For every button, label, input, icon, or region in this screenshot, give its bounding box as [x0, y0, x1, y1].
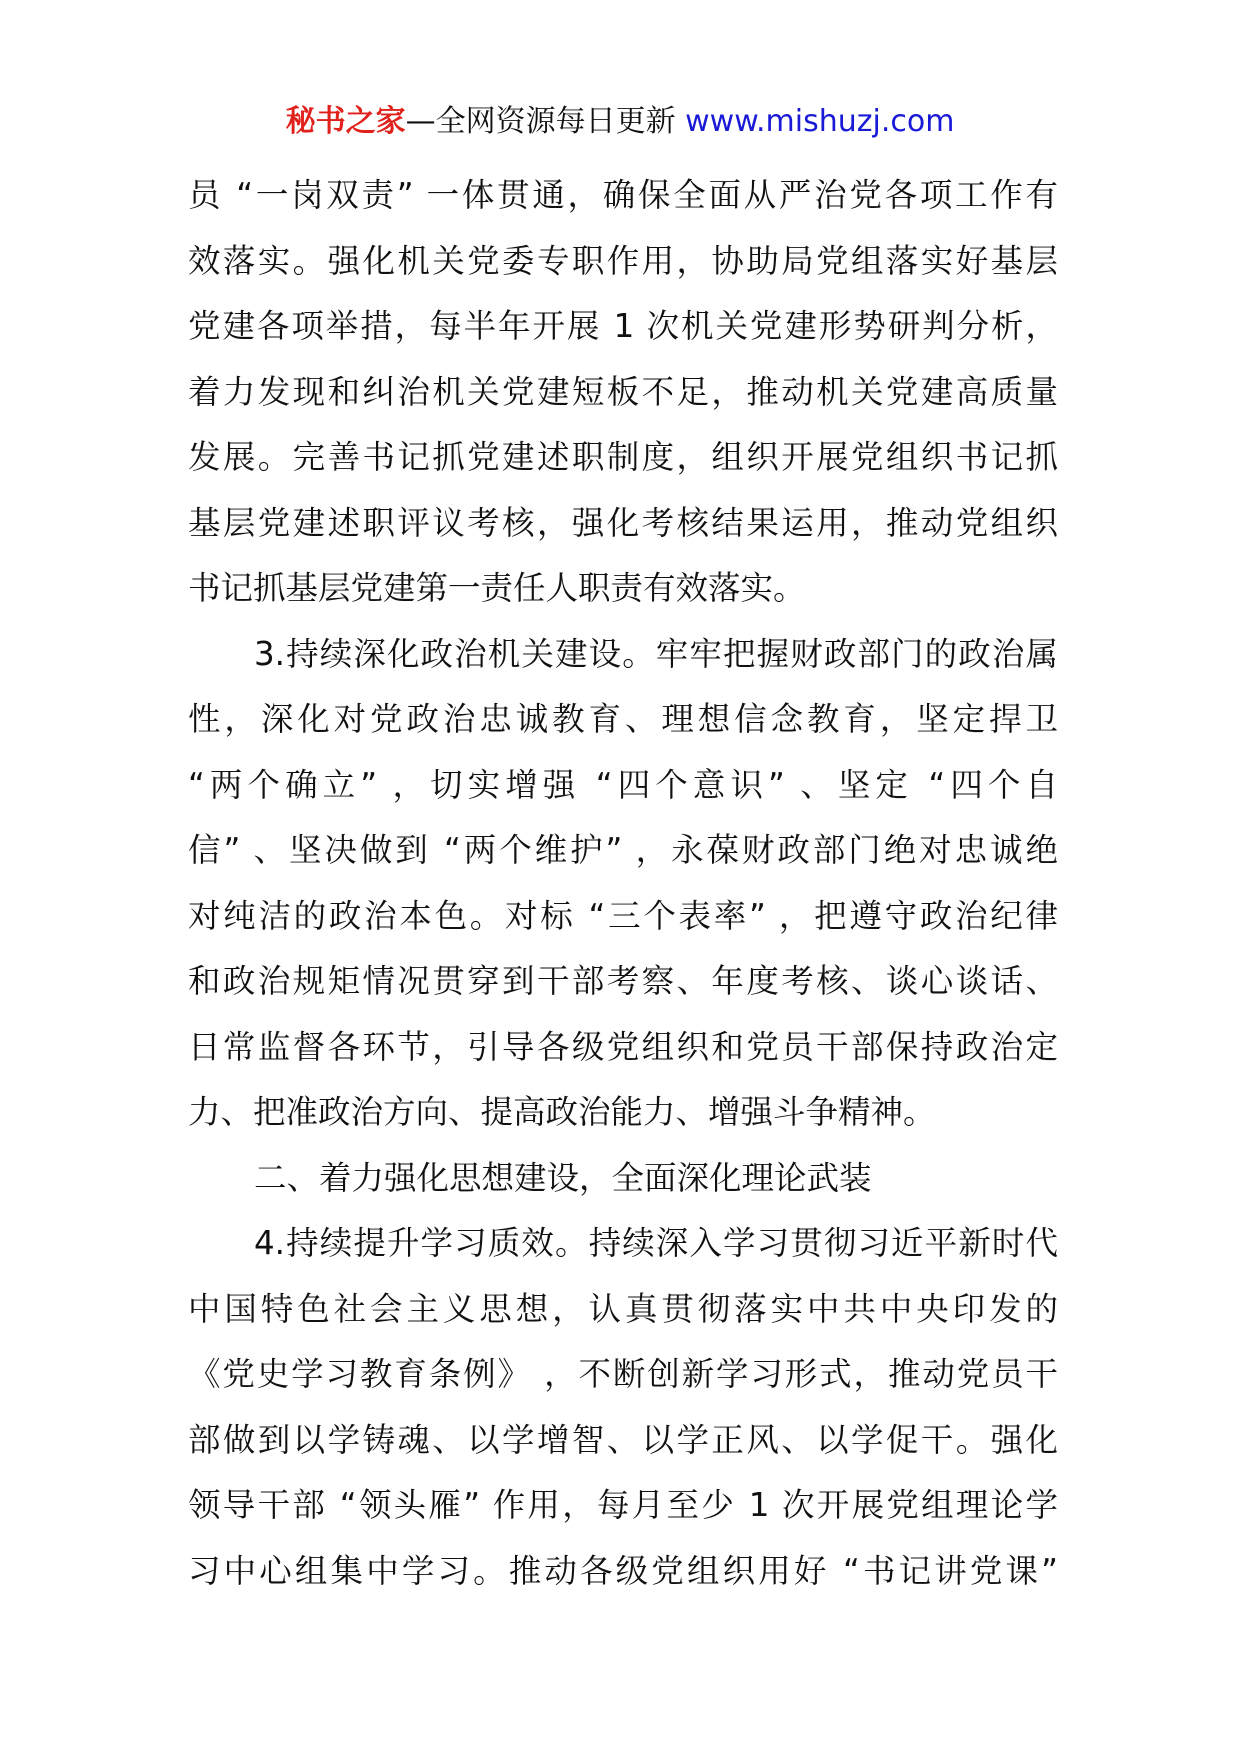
text-line: 员 “一岗双责” 一体贯通，确保全面从严治党各项工作有 [188, 176, 1058, 214]
text-line: 信” 、坚决做到 “两个维护” ，永葆财政部门绝对忠诚绝 [188, 831, 1058, 869]
text-line: 性，深化对党政治忠诚教育、理想信念教育，坚定捍卫 [188, 700, 1058, 738]
text-line: 书记抓基层党建第一责任人职责有效落实。 [188, 569, 806, 607]
text-line: 和政治规矩情况贯穿到干部考察、年度考核、谈心谈话、 [188, 962, 1058, 1000]
text-line: 着力发现和纠治机关党建短板不足，推动机关党建高质量 [188, 372, 1058, 411]
text-line: 中国特色社会主义思想，认真贯彻落实中共中央印发的 [188, 1289, 1058, 1328]
text-line: “两个确立” ，切实增强 “四个意识” 、坚定 “四个自 [188, 765, 1058, 804]
document-body [188, 163, 1058, 1604]
paragraph-start-line: 3.持续深化政治机关建设。牢牢把握财政部门的政治属 [254, 634, 1058, 673]
text-line: 发展。完善书记抓党建述职制度，组织开展党组织书记抓 [188, 438, 1058, 476]
section-heading: 二、着力强化思想建设，全面深化理论武装 [254, 1158, 872, 1197]
brand-name: 秘书之家 [285, 104, 406, 139]
website-link[interactable]: www.mishuzj.com [685, 104, 955, 139]
text-line: 部做到以学铸魂、以学增智、以学正风、以学促干。强化 [188, 1420, 1058, 1459]
text-line: 《党史学习教育条例》 ，不断创新学习形式，推动党员干 [188, 1355, 1058, 1393]
text-line: 力、把准政治方向、提高政治能力、增强斗争精神。 [188, 1093, 936, 1131]
text-line: 党建各项举措，每半年开展 1 次机关党建形势研判分析， [188, 307, 1058, 345]
text-line: 效落实。强化机关党委专职作用，协助局党组落实好基层 [188, 241, 1058, 280]
text-line: 日常监督各环节，引导各级党组织和党员干部保持政治定 [188, 1027, 1058, 1066]
text-line: 基层党建述职评议考核，强化考核结果运用，推动党组织 [188, 503, 1058, 542]
header-slogan: —全网资源每日更新 [405, 104, 686, 139]
text-line: 领导干部 “领头雁” 作用，每月至少 1 次开展党组理论学 [188, 1486, 1058, 1524]
text-line: 对纯洁的政治本色。对标 “三个表率” ，把遵守政治纪律 [188, 896, 1058, 935]
site-header [0, 100, 1240, 144]
text-line: 习中心组集中学习。推动各级党组织用好 “书记讲党课” [188, 1551, 1058, 1590]
paragraph-start-line: 4.持续提升学习质效。持续深入学习贯彻习近平新时代 [254, 1224, 1058, 1262]
